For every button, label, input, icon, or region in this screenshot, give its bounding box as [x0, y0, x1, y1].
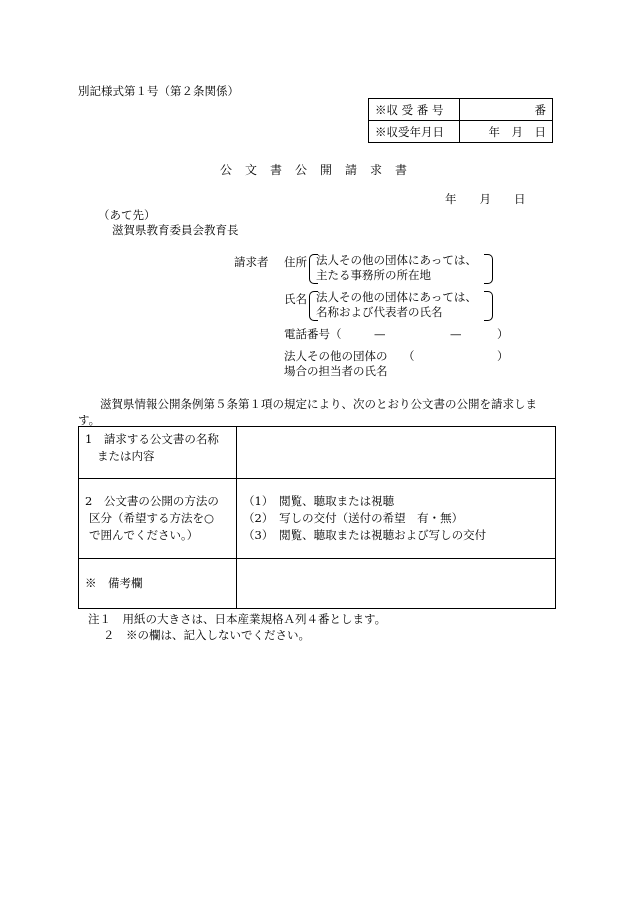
receipt-number-value: 番	[460, 99, 553, 121]
request-table	[78, 426, 556, 609]
document-title: 公文書公開請求書	[220, 163, 421, 177]
phone-label: 電話番号（	[284, 327, 342, 341]
row-remarks-field	[237, 559, 556, 609]
contact-label-line1: 法人その他の団体の	[284, 349, 388, 363]
row1-label-line2: または内容	[97, 449, 155, 464]
address-bracket-right	[484, 254, 493, 284]
contact-close: ）	[497, 349, 509, 363]
addressee-name: 滋賀県教育委員会教育長	[112, 223, 239, 237]
method-option-1[interactable]: （1） 閲覧、聴取または視聴	[243, 493, 395, 508]
row-remarks-label: ※ 備考欄	[79, 559, 237, 609]
date-line: 年 月 日	[445, 192, 526, 206]
name-label: 氏名	[284, 292, 307, 306]
address-label: 住所	[284, 255, 307, 269]
note-2: ２ ※の欄は、記入しないでください。	[103, 628, 310, 642]
contact-label-line2: 場合の担当者の氏名	[284, 364, 388, 378]
phone-dash-2: —	[450, 327, 462, 341]
addressee-prefix: （あて先）	[98, 208, 156, 222]
requester-label: 請求者	[234, 255, 269, 269]
receipt-date-label: ※収受年月日	[369, 121, 460, 143]
phone-dash-1: —	[374, 327, 386, 341]
row1-label-line1: 1 請求する公文書の名称	[85, 432, 219, 446]
row2-label-line3: で囲んでください。）	[89, 528, 199, 543]
form-label: 別記様式第１号（第２条関係）	[78, 84, 239, 98]
name-note-line1: 法人その他の団体にあっては、	[316, 290, 477, 304]
contact-open: （	[403, 349, 415, 363]
request-statement: 滋賀県情報公開条例第５条第１項の規定により、次のとおり公文書の公開を請求します。	[78, 397, 537, 428]
name-note-line2: 名称および代表者の氏名	[316, 305, 443, 319]
address-note-line2: 主たる事務所の所在地	[316, 268, 431, 282]
row-document-name-field[interactable]	[237, 427, 556, 479]
receipt-number-label: ※収 受 番 号	[369, 99, 460, 121]
row2-label-line2: 区分（希望する方法を○	[89, 510, 215, 525]
method-option-3[interactable]: （3） 閲覧、聴取または視聴および写しの交付	[243, 528, 487, 543]
note-1: 注１ 用紙の大きさは、日本産業規格Ａ列４番とします。	[88, 612, 387, 626]
name-bracket-right	[484, 291, 493, 321]
row-document-name-label	[79, 427, 237, 479]
receipt-box	[368, 98, 553, 143]
address-note-line1: 法人その他の団体にあっては、	[316, 253, 477, 267]
row-method-label	[79, 479, 237, 559]
row-method-options	[237, 479, 556, 559]
method-option-2[interactable]: （2） 写しの交付（送付の希望 有・無）	[243, 510, 464, 525]
phone-close: ）	[497, 327, 509, 341]
receipt-date-value: 年 月 日	[460, 121, 553, 143]
row2-label-line1: 2 公文書の公開の方法の	[85, 493, 219, 508]
